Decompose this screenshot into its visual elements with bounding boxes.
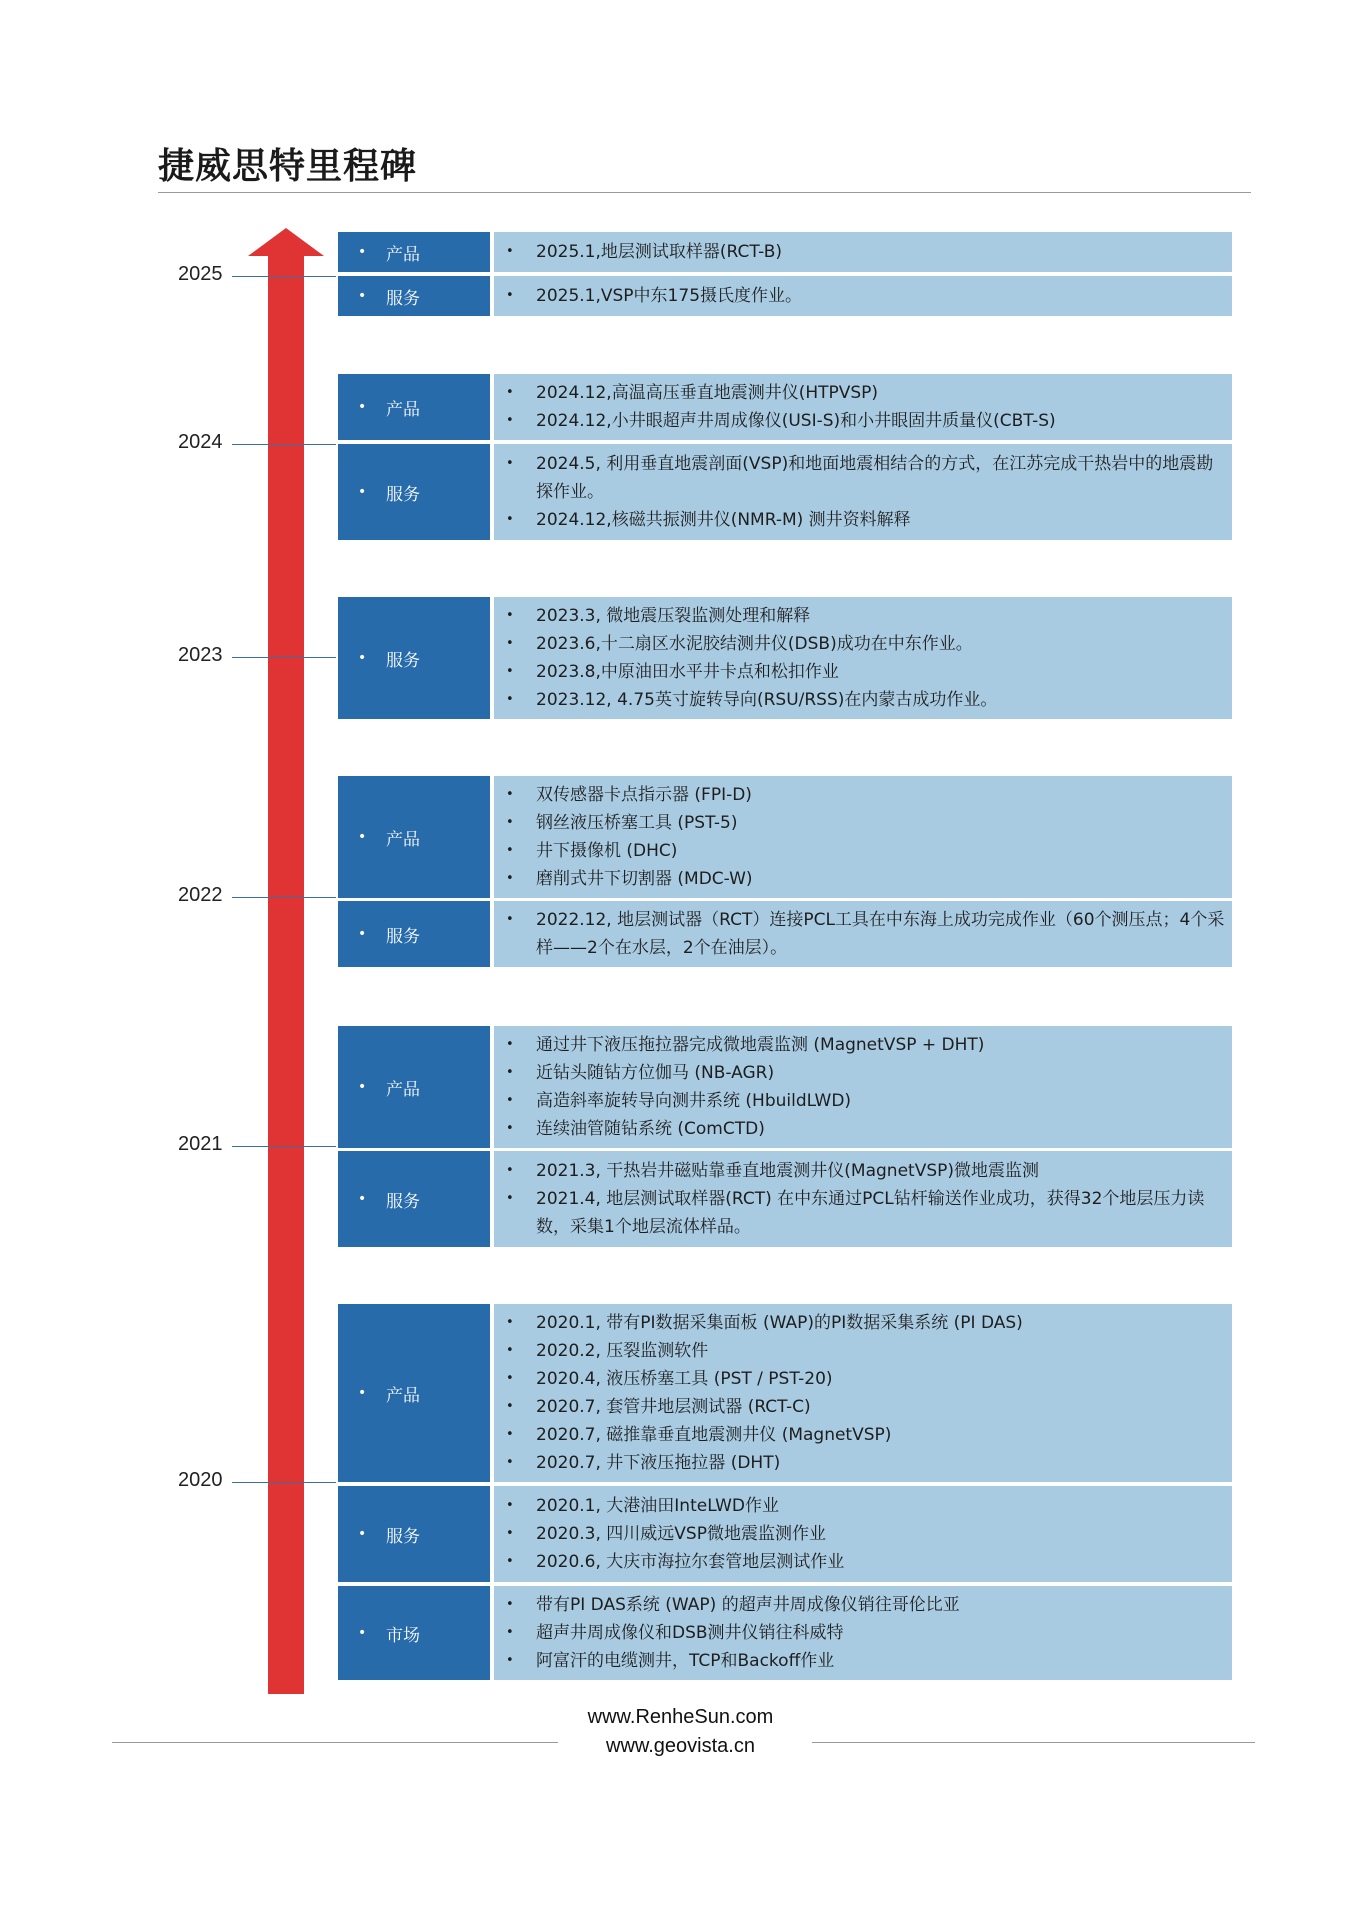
category-label: 服务 [386, 1526, 420, 1547]
milestone-content [494, 1586, 1232, 1680]
bullet-icon: • [358, 1191, 367, 1207]
milestone-item: • 井下摄像机 (DHC) [500, 837, 1226, 865]
year-connector [232, 897, 336, 898]
year-label: 2021 [178, 1133, 223, 1155]
footer-url-renhesun[interactable]: www.RenheSun.com [587, 1706, 774, 1728]
milestone-item: • 钢丝液压桥塞工具 (PST-5) [500, 809, 1226, 837]
bullet-icon: • [358, 244, 367, 260]
category-label: 服务 [386, 288, 420, 309]
year-connector [232, 1482, 336, 1483]
milestone-list [500, 1492, 1226, 1576]
milestone-list [500, 282, 1226, 310]
category-cell [338, 1586, 490, 1680]
milestone-item: • 2023.3, 微地震压裂监测处理和解释 [500, 602, 1226, 630]
milestone-item: • 2023.6,十二扇区水泥胶结测井仪(DSB)成功在中东作业。 [500, 630, 1226, 658]
timeline-arrow [268, 250, 304, 1694]
milestone-item: • 2025.1,地层测试取样器(RCT-B) [500, 238, 1226, 266]
milestone-item: • 2020.7, 套管井地层测试器 (RCT-C) [500, 1393, 1226, 1421]
category-cell [338, 276, 490, 316]
milestone-content [494, 1486, 1232, 1582]
bullet-icon: • [358, 1385, 367, 1401]
milestone-list [500, 906, 1226, 962]
milestone-content [494, 776, 1232, 898]
bullet-icon: • [358, 1625, 367, 1641]
category-cell [338, 1304, 490, 1482]
milestone-item: • 2020.1, 带有PI数据采集面板 (WAP)的PI数据采集系统 (PI DAS) [500, 1309, 1226, 1337]
bullet-icon: • [358, 399, 367, 415]
year-label: 2022 [178, 884, 223, 906]
category-cell [338, 1486, 490, 1582]
milestone-item: • 2020.7, 磁推靠垂直地震测井仪 (MagnetVSP) [500, 1421, 1226, 1449]
bullet-icon: • [358, 650, 367, 666]
year-label: 2020 [178, 1469, 223, 1491]
year-label: 2024 [178, 431, 223, 453]
milestone-content [494, 597, 1232, 719]
milestone-content [494, 374, 1232, 440]
title-divider [158, 192, 1251, 193]
category-label: 产品 [386, 399, 420, 420]
bullet-icon: • [358, 288, 367, 304]
bullet-icon: • [358, 829, 367, 845]
milestone-item: • 2024.12,核磁共振测井仪(NMR-M) 测井资料解释 [500, 506, 1226, 534]
category-label: 市场 [386, 1625, 420, 1646]
bullet-icon: • [358, 926, 367, 942]
milestone-item: • 通过井下液压拖拉器完成微地震监测 (MagnetVSP + DHT) [500, 1031, 1226, 1059]
milestone-list [500, 1157, 1226, 1241]
category-label: 产品 [386, 829, 420, 850]
milestone-list [500, 238, 1226, 266]
year-label: 2023 [178, 644, 223, 666]
category-label: 服务 [386, 926, 420, 947]
milestone-item: • 2020.6, 大庆市海拉尔套管地层测试作业 [500, 1548, 1226, 1576]
milestone-list [500, 781, 1226, 893]
category-cell [338, 1026, 490, 1148]
milestone-content [494, 444, 1232, 540]
milestone-list [500, 450, 1226, 534]
milestone-item: • 2020.1, 大港油田InteLWD作业 [500, 1492, 1226, 1520]
bullet-icon: • [358, 1526, 367, 1542]
milestone-list [500, 1309, 1226, 1477]
category-cell [338, 232, 490, 272]
bullet-icon: • [358, 484, 367, 500]
page-title: 捷威思特里程碑 [158, 146, 418, 187]
milestone-item: • 2021.3, 干热岩井磁贴靠垂直地震测井仪(MagnetVSP)微地震监测 [500, 1157, 1226, 1185]
milestone-content [494, 901, 1232, 967]
category-cell [338, 597, 490, 719]
milestone-item: • 2023.12, 4.75英寸旋转导向(RSU/RSS)在内蒙古成功作业。 [500, 686, 1226, 714]
year-connector [232, 1146, 336, 1147]
milestone-item: • 2021.4, 地层测试取样器(RCT) 在中东通过PCL钻杆输送作业成功，获得32个地层压力读数，采集1个地层流体样品。 [500, 1185, 1226, 1241]
year-label: 2025 [178, 263, 223, 285]
year-connector [232, 276, 336, 277]
category-cell [338, 374, 490, 440]
category-label: 服务 [386, 484, 420, 505]
milestone-list [500, 602, 1226, 714]
milestone-item: • 2023.8,中原油田水平井卡点和松扣作业 [500, 658, 1226, 686]
milestone-content [494, 1151, 1232, 1247]
milestone-item: • 2024.12,小井眼超声井周成像仪(USI-S)和小井眼固井质量仪(CBT-S) [500, 407, 1226, 435]
bullet-icon: • [358, 1079, 367, 1095]
milestone-item: • 2024.12,高温高压垂直地震测井仪(HTPVSP) [500, 379, 1226, 407]
category-label: 产品 [386, 1385, 420, 1406]
milestone-item: • 2020.3, 四川威远VSP微地震监测作业 [500, 1520, 1226, 1548]
milestone-content [494, 1304, 1232, 1482]
milestone-item: • 2022.12, 地层测试器（RCT）连接PCL工具在中东海上成功完成作业（60个测压点；4个采样——2个在水层，2个在油层）。 [500, 906, 1226, 962]
milestone-item: • 双传感器卡点指示器 (FPI-D) [500, 781, 1226, 809]
year-connector [232, 657, 336, 658]
footer-url-geovista[interactable]: www.geovista.cn [606, 1735, 755, 1757]
milestone-item: • 2020.7, 井下液压拖拉器 (DHT) [500, 1449, 1226, 1477]
category-label: 产品 [386, 1079, 420, 1100]
category-cell [338, 776, 490, 898]
milestone-item: • 高造斜率旋转导向测井系统 (HbuildLWD) [500, 1087, 1226, 1115]
milestone-list [500, 1591, 1226, 1675]
milestone-content [494, 276, 1232, 316]
year-connector [232, 444, 336, 445]
milestone-item: • 2025.1,VSP中东175摄氏度作业。 [500, 282, 1226, 310]
milestone-item: • 带有PI DAS系统 (WAP) 的超声井周成像仪销往哥伦比亚 [500, 1591, 1226, 1619]
category-label: 服务 [386, 1191, 420, 1212]
category-cell [338, 1151, 490, 1247]
milestone-content [494, 232, 1232, 272]
milestone-item: • 近钻头随钻方位伽马 (NB-AGR) [500, 1059, 1226, 1087]
category-cell [338, 901, 490, 967]
milestone-item: • 磨削式井下切割器 (MDC-W) [500, 865, 1226, 893]
category-cell [338, 444, 490, 540]
milestone-list [500, 379, 1226, 435]
milestone-list [500, 1031, 1226, 1143]
milestone-item: • 连续油管随钻系统 (ComCTD) [500, 1115, 1226, 1143]
category-label: 产品 [386, 244, 420, 265]
milestone-content [494, 1026, 1232, 1148]
milestone-item: • 阿富汗的电缆测井，TCP和Backoff作业 [500, 1647, 1226, 1675]
milestone-item: • 2020.4, 液压桥塞工具 (PST / PST-20) [500, 1365, 1226, 1393]
milestone-item: • 2024.5, 利用垂直地震剖面(VSP)和地面地震相结合的方式，在江苏完成干热岩中的地震勘探作业。 [500, 450, 1226, 506]
category-label: 服务 [386, 650, 420, 671]
milestone-item: • 超声井周成像仪和DSB测井仪销往科威特 [500, 1619, 1226, 1647]
milestone-item: • 2020.2, 压裂监测软件 [500, 1337, 1226, 1365]
